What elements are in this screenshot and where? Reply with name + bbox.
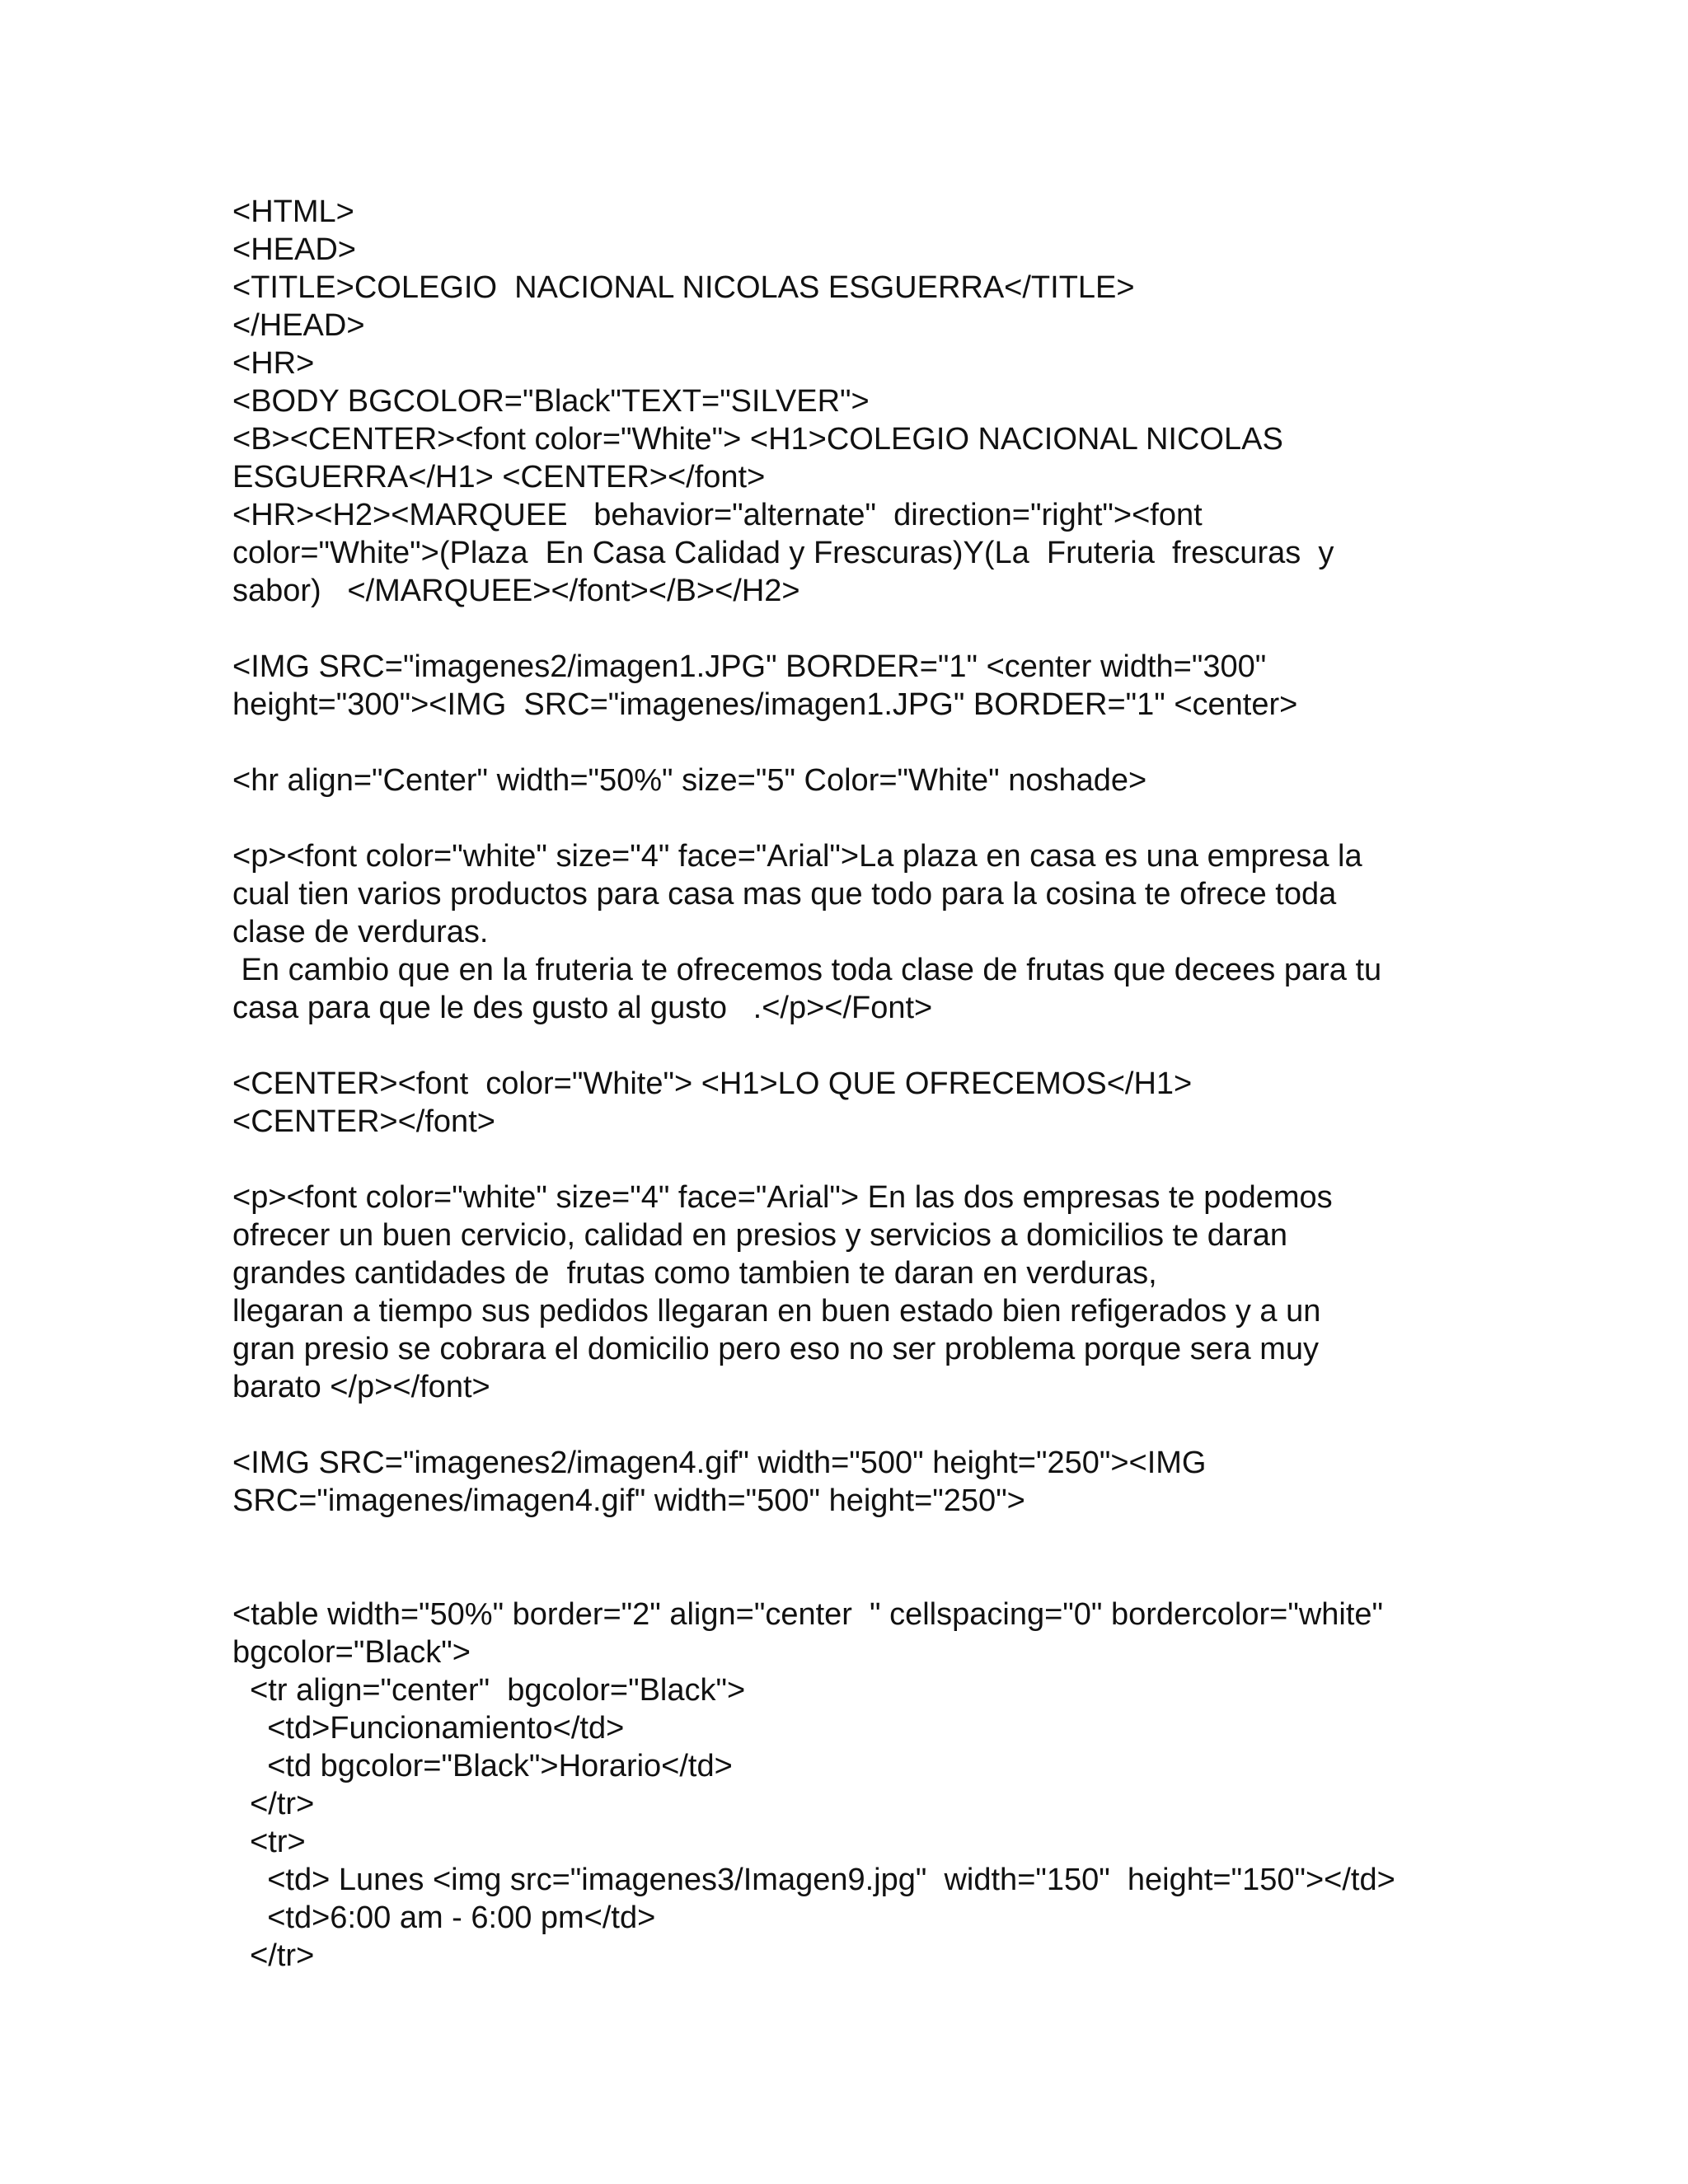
code-line: bgcolor="Black"> <box>232 1635 471 1670</box>
code-line: SRC="imagenes/imagen4.gif" width="500" height="250"> <box>232 1483 1025 1518</box>
blank-line <box>232 1520 1469 1558</box>
code-line: gran presio se cobrara el domicilio pero eso no ser problema porque sera muy <box>232 1332 1320 1366</box>
code-line: height="300"><IMG SRC="imagenes/imagen1.JPG" BORDER="1" <center> <box>232 687 1298 722</box>
code-line: <hr align="Center" width="50%" size="5" Color="White" noshade> <box>232 763 1147 798</box>
code-line: <table width="50%" border="2" align="center " cellspacing="0" bordercolor="white" <box>232 1597 1384 1632</box>
code-line: <tr align="center" bgcolor="Black"> <box>232 1673 746 1708</box>
code-line: <CENTER></font> <box>232 1104 495 1139</box>
code-line: <HR> <box>232 346 315 381</box>
code-line: <IMG SRC="imagenes2/imagen4.gif" width="500" height="250"><IMG <box>232 1446 1207 1480</box>
code-line: <td>6:00 am - 6:00 pm</td> <box>232 1900 656 1935</box>
code-line: </tr> <box>232 1938 315 1973</box>
blank-line <box>232 724 1469 762</box>
code-line: <p><font color="white" size="4" face="Arial"> En las dos empresas te podemos <box>232 1180 1333 1215</box>
blank-line <box>232 1027 1469 1065</box>
code-line: <td> Lunes <img src="imagenes3/Imagen9.jpg" width="150" height="150"></td> <box>232 1863 1395 1897</box>
code-line: color="White">(Plaza En Casa Calidad y Frescuras)Y(La Fruteria frescuras y <box>232 536 1334 570</box>
code-line: ESGUERRA</H1> <CENTER></font> <box>232 460 766 494</box>
code-line: <IMG SRC="imagenes2/imagen1.JPG" BORDER="1" <center width="300" <box>232 649 1267 684</box>
blank-line <box>232 610 1469 648</box>
blank-line <box>232 1141 1469 1179</box>
code-line: <HR><H2><MARQUEE behavior="alternate" direction="right"><font <box>232 498 1203 532</box>
code-line: grandes cantidades de frutas como tambien te daran en verduras, <box>232 1256 1157 1291</box>
code-line: clase de verduras. <box>232 915 489 949</box>
code-line: barato </p></font> <box>232 1370 490 1404</box>
code-line: </HEAD> <box>232 308 365 343</box>
code-line: cual tien varios productos para casa mas que todo para la cosina te ofrece toda <box>232 877 1337 912</box>
code-line: </tr> <box>232 1787 315 1821</box>
code-line: sabor) </MARQUEE></font></B></H2> <box>232 574 800 608</box>
code-line: <tr> <box>232 1825 306 1859</box>
code-line: <TITLE>COLEGIO NACIONAL NICOLAS ESGUERRA</TITLE> <box>232 270 1135 305</box>
code-line: En cambio que en la fruteria te ofrecemos toda clase de frutas que decees para tu <box>232 953 1382 987</box>
code-line: <p><font color="white" size="4" face="Arial">La plaza en casa es una empresa la <box>232 839 1362 874</box>
code-line: ofrecer un buen cervicio, calidad en presios y servicios a domicilios te daran <box>232 1218 1287 1253</box>
code-line: <BODY BGCOLOR="Black"TEXT="SILVER"> <box>232 384 870 419</box>
code-line: llegaran a tiempo sus pedidos llegaran en buen estado bien refigerados y a un <box>232 1294 1321 1329</box>
code-line: <CENTER><font color="White"> <H1>LO QUE OFRECEMOS</H1> <box>232 1066 1193 1101</box>
code-text-block <box>232 193 1469 1975</box>
code-line: <td bgcolor="Black">Horario</td> <box>232 1749 733 1783</box>
blank-line <box>232 1558 1469 1596</box>
code-line: casa para que le des gusto al gusto .</p></Font> <box>232 991 933 1025</box>
code-line: <B><CENTER><font color="White"> <H1>COLEGIO NACIONAL NICOLAS <box>232 422 1283 457</box>
code-line: <HEAD> <box>232 232 356 267</box>
blank-line <box>232 1406 1469 1444</box>
blank-line <box>232 799 1469 837</box>
code-line: <HTML> <box>232 194 354 229</box>
code-line: <td>Funcionamiento</td> <box>232 1711 625 1746</box>
